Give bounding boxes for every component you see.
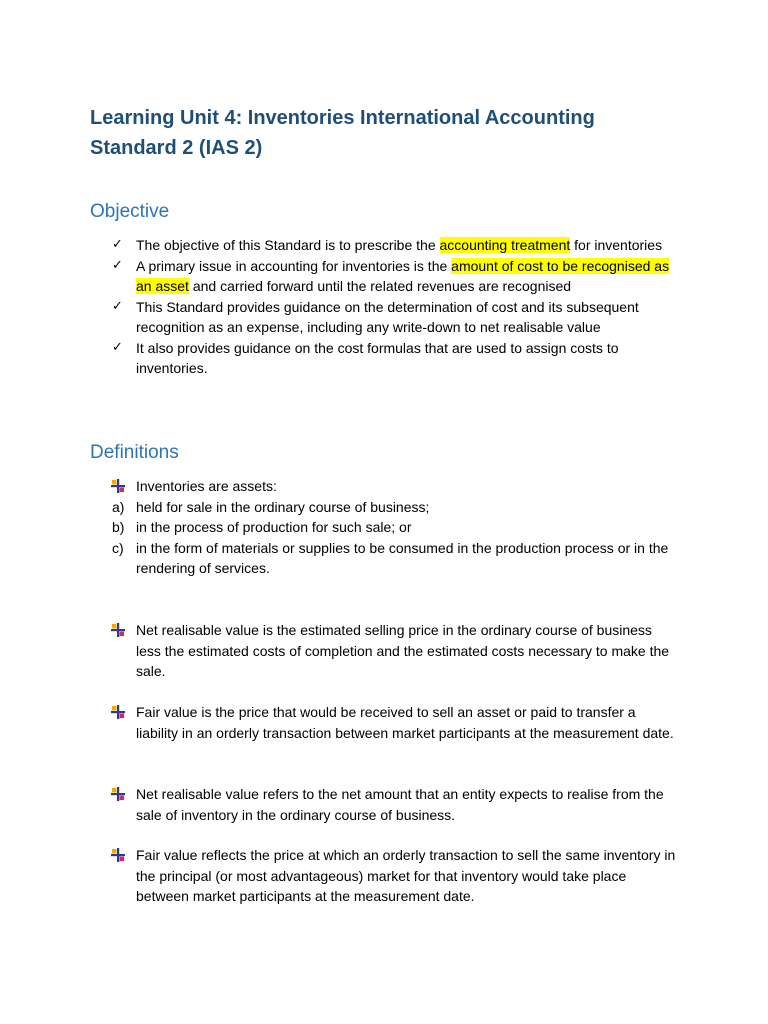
cross-arrows-bullet-icon (111, 848, 125, 862)
objective-item: ✓ A primary issue in accounting for inventories is the amount of cost to be recognised as an asset and carried forward until the related revenues are recognised (112, 257, 670, 294)
definition-sub-item: a) held for sale in the ordinary course of business; (0, 497, 676, 518)
checkmark-icon: ✓ (112, 339, 123, 355)
sub-item-marker: c) (112, 539, 124, 556)
objective-item: ✓ This Standard provides guidance on the determination of cost and its subsequent recognition as an expense, including any write-down to net realisable value (112, 298, 639, 335)
cross-arrows-bullet-icon (111, 623, 125, 637)
definition-paragraph: Net realisable value refers to the net amount that an entity expects to realise from the sale of inventory in the ordinary course of business. (0, 784, 768, 825)
sub-item-marker: a) (112, 498, 125, 515)
definitions-heading: Definitions (90, 442, 179, 463)
definition-paragraph: Net realisable value is the estimated selling price in the ordinary course of business less the estimated costs of completion and the estimated costs necessary to make the sale. (0, 620, 768, 682)
objective-item: ✓ The objective of this Standard is to prescribe the accounting treatment for inventories (0, 235, 676, 256)
sub-item-marker: b) (112, 519, 125, 535)
checkmark-icon: ✓ (112, 257, 123, 273)
checkmark-icon: ✓ (112, 237, 123, 252)
definition-item: Inventories are assets: (0, 476, 676, 497)
objective-item: ✓ It also provides guidance on the cost formulas that are used to assign costs to inventories. (112, 339, 619, 376)
cross-arrows-bullet-icon (111, 479, 125, 493)
cross-arrows-bullet-icon (111, 787, 125, 801)
cross-arrows-bullet-icon (111, 705, 125, 719)
checkmark-icon: ✓ (112, 298, 123, 314)
definition-sub-item: c) in the form of materials or supplies to be consumed in the production process or in the rendering of services. (112, 539, 669, 576)
highlighted-text: amount of cost to be recognised as an asset (136, 257, 670, 294)
highlighted-text: accounting treatment (439, 237, 571, 253)
inventories-definition-list (0, 476, 768, 579)
objective-list (0, 235, 768, 379)
objective-heading: Objective (90, 201, 170, 222)
page-title: Learning Unit 4: Inventories International Accounting Standard 2 (IAS 2) (90, 107, 595, 159)
definition-paragraph: Fair value reflects the price at which an orderly transaction to sell the same inventory in the principal (or most advantageous) market for that inventory would take place between market participants at the measurement date. (0, 845, 768, 907)
definition-paragraph: Fair value is the price that would be received to sell an asset or paid to transfer a liability in an orderly transaction between market participants at the measurement date. (0, 702, 768, 743)
definition-sub-item: b) in the process of production for such sale; or (0, 517, 676, 538)
